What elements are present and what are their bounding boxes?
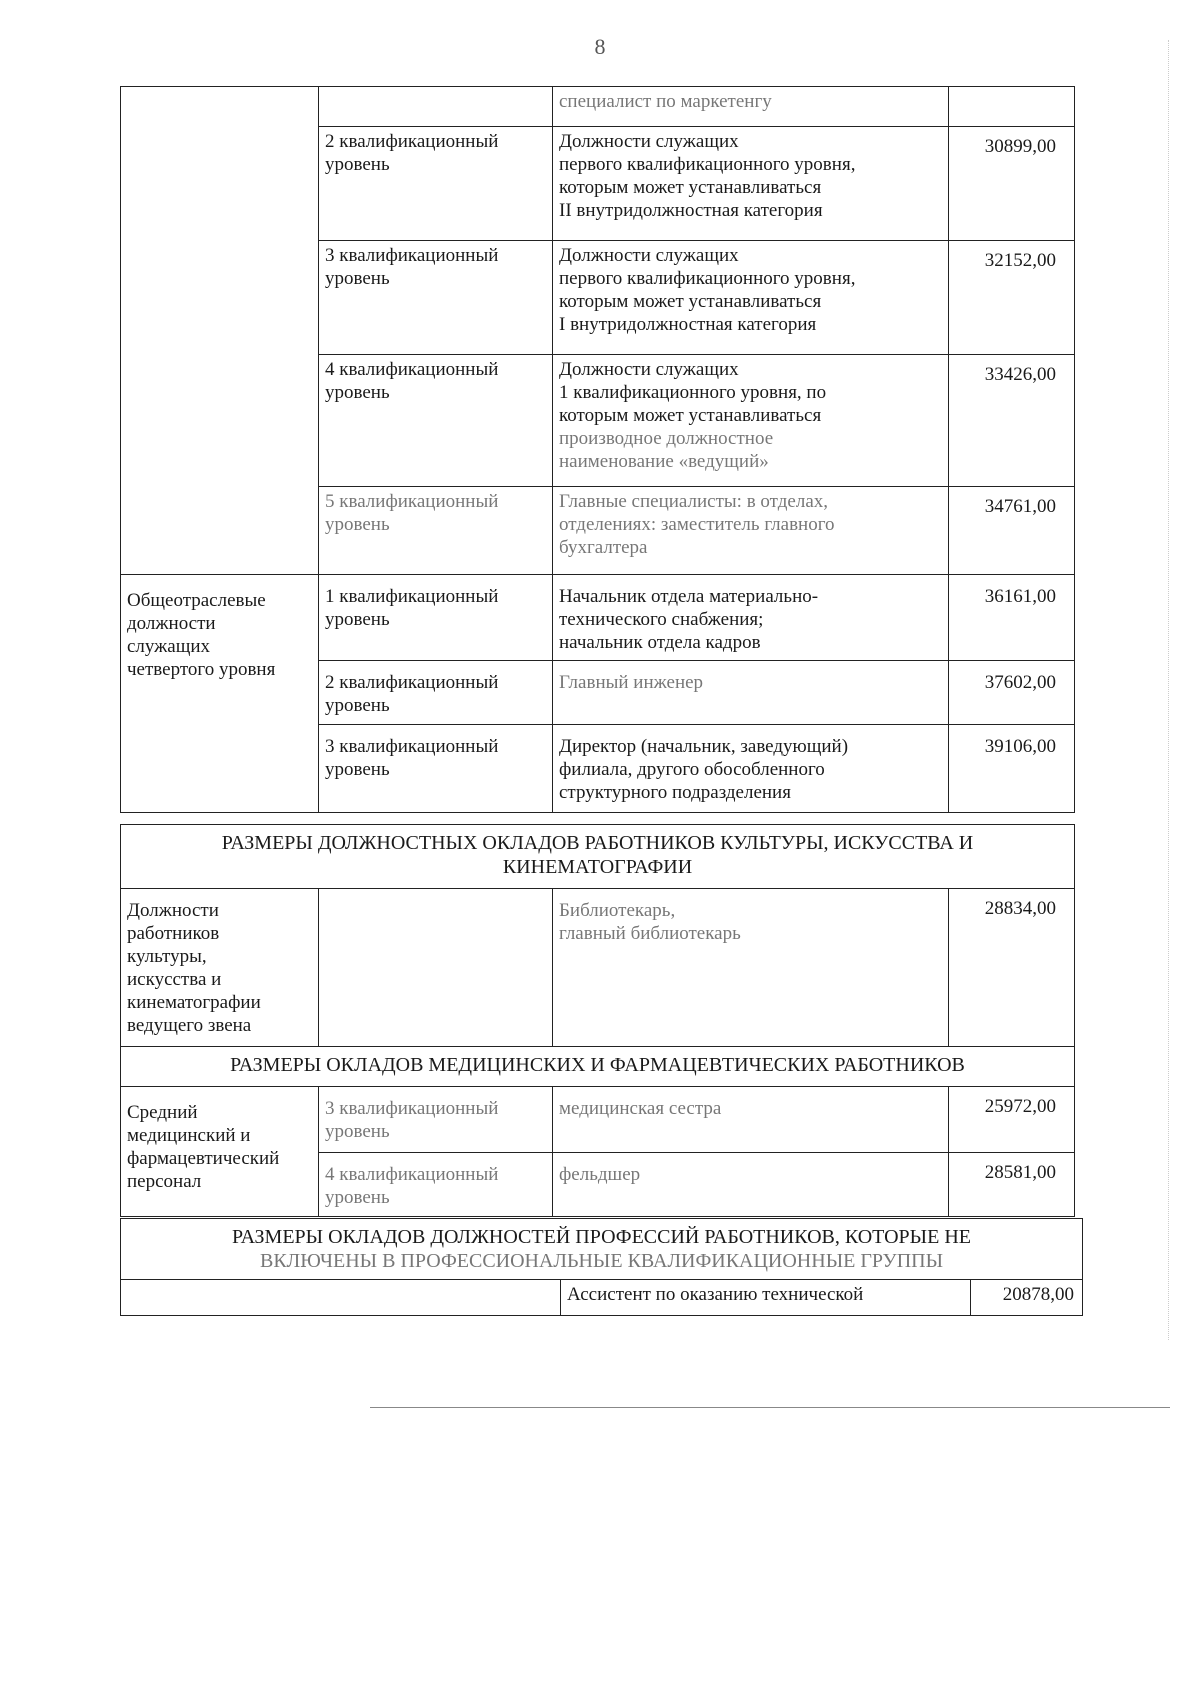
level-line: 3 квалификационный [325,1098,499,1119]
salary-cell: 36161,00 [949,575,1075,661]
position-cell [553,241,949,355]
position-line: II внутридолжностная категория [559,200,823,221]
group-cell [121,1280,561,1316]
level-line: 5 квалификационный [325,491,499,512]
position-cell [553,575,949,661]
level-line: уровень [325,268,390,289]
position-cell [553,87,949,127]
group-cell [121,575,319,813]
position-line: филиала, другого обособленного [559,759,825,780]
table-row [121,575,1075,661]
group-line: четвертого уровня [127,659,276,680]
salary-cell: 39106,00 [949,725,1075,813]
table-row [121,1087,1075,1153]
group-line: фармацевтический [127,1148,280,1169]
group-line: культуры, [127,946,207,967]
header-line: КИНЕМАТОГРАФИИ [502,856,693,878]
section-header [121,825,1075,889]
level-cell [319,87,553,127]
group-line: Должности [127,900,219,921]
group-line: Средний [127,1102,198,1123]
position-cell [553,661,949,725]
position-cell: Ассистент по оказанию технической [561,1280,971,1316]
salary-table-medical [120,1046,1075,1217]
level-line: 1 квалификационный [325,586,499,607]
level-line: 2 квалификационный [325,131,499,152]
header-line: РАЗМЕРЫ ОКЛАДОВ МЕДИЦИНСКИХ И ФАРМАЦЕВТИЧЕСКИХ РАБОТНИКОВ [230,1054,965,1076]
position-line: специалист по маркетенгу [559,91,772,112]
level-line: уровень [325,609,390,630]
salary-cell: 25972,00 [949,1087,1075,1153]
level-line: 4 квалификационный [325,359,499,380]
position-line: 1 квалификационного уровня, по [559,382,827,403]
group-line: ведущего звена [127,1015,252,1036]
scan-edge-marks [1168,40,1169,1340]
position-line: которым может устанавливаться [559,177,822,198]
salary-cell: 30899,00 [949,127,1075,241]
position-cell [553,1153,949,1217]
position-line: Библиотекарь, [559,900,676,921]
level-cell [319,1153,553,1217]
position-line: Начальник отдела материально- [559,586,819,607]
position-line: Директор (начальник, заведующий) [559,736,849,757]
level-line: 2 квалификационный [325,672,499,693]
header-line: ВКЛЮЧЕНЫ В ПРОФЕССИОНАЛЬНЫЕ КВАЛИФИКАЦИОННЫЕ ГРУППЫ [259,1250,944,1272]
level-cell [319,661,553,725]
level-line: уровень [325,1187,390,1208]
page-number: 8 [594,34,606,59]
salary-cell: 28834,00 [949,889,1075,1047]
level-line: 3 квалификационный [325,736,499,757]
position-line: первого квалификационного уровня, [559,154,856,175]
level-line: 4 квалификационный [325,1164,499,1185]
salary-table-culture [120,824,1075,1047]
position-cell [553,355,949,487]
salary-cell: 37602,00 [949,661,1075,725]
section-header-row [121,825,1075,889]
position-cell [553,889,949,1047]
header-line: РАЗМЕРЫ ДОЛЖНОСТНЫХ ОКЛАДОВ РАБОТНИКОВ КУЛЬТУРЫ, ИСКУССТВА И [221,832,974,854]
level-cell [319,1087,553,1153]
position-line: медицинская сестра [559,1098,722,1119]
salary-cell: 28581,00 [949,1153,1075,1217]
group-line: служащих [127,636,211,657]
position-line: первого квалификационного уровня, [559,268,856,289]
level-cell [319,487,553,575]
group-line: персонал [127,1171,202,1192]
level-cell [319,241,553,355]
position-line: бухгалтера [559,537,648,558]
level-cell [319,889,553,1047]
position-cell [553,487,949,575]
group-line: должности [127,613,216,634]
group-line: медицинский и [127,1125,251,1146]
section-header [121,1219,1083,1280]
salary-cell: 32152,00 [949,241,1075,355]
position-line: структурного подразделения [559,782,791,803]
position-line: отделениях: заместитель главного [559,514,835,535]
position-cell [553,725,949,813]
position-line: Главные специалисты: в отделах, [559,491,828,512]
position-line: Должности служащих [559,131,739,152]
group-cell [121,1087,319,1217]
level-line: уровень [325,759,390,780]
salary-cell: 34761,00 [949,487,1075,575]
position-line: главный библиотекарь [559,923,741,944]
salary-table-general [120,86,1075,813]
section-header [121,1047,1075,1087]
group-cell [121,889,319,1047]
group-line: работников [127,923,220,944]
page-rule [370,1407,1170,1408]
section-header-row [121,1219,1083,1280]
level-line: уровень [325,154,390,175]
salary-cell [949,87,1075,127]
level-cell [319,127,553,241]
position-cell [553,1087,949,1153]
position-line: Должности служащих [559,245,739,266]
position-line: Должности служащих [559,359,739,380]
position-line: I внутридолжностная категория [559,314,817,335]
level-line: уровень [325,382,390,403]
group-line: искусства и [127,969,222,990]
position-line: производное должностное [559,428,774,449]
group-line: кинематографии [127,992,261,1013]
level-cell [319,725,553,813]
position-line: которым может устанавливаться [559,405,822,426]
position-line: технического снабжения; [559,609,764,630]
level-line: уровень [325,514,390,535]
level-cell [319,355,553,487]
level-line: уровень [325,695,390,716]
table-row [121,87,1075,127]
position-cell [553,127,949,241]
salary-cell: 20878,00 [971,1280,1083,1316]
table-row [121,889,1075,1047]
salary-table-other [120,1218,1083,1316]
level-cell [319,575,553,661]
level-line: 3 квалификационный [325,245,499,266]
section-header-row [121,1047,1075,1087]
header-line: РАЗМЕРЫ ОКЛАДОВ ДОЛЖНОСТЕЙ ПРОФЕССИЙ РАБОТНИКОВ, КОТОРЫЕ НЕ [232,1226,971,1248]
position-line: фельдшер [559,1164,641,1185]
group-line: Общеотраслевые [127,590,266,611]
position-line: начальник отдела кадров [559,632,761,653]
table-row [121,1280,1083,1316]
group-cell-previous [121,87,319,575]
position-line: которым может устанавливаться [559,291,822,312]
salary-cell: 33426,00 [949,355,1075,487]
position-line: Главный инженер [559,672,704,693]
level-line: уровень [325,1121,390,1142]
position-line: наименование «ведущий» [559,451,769,472]
